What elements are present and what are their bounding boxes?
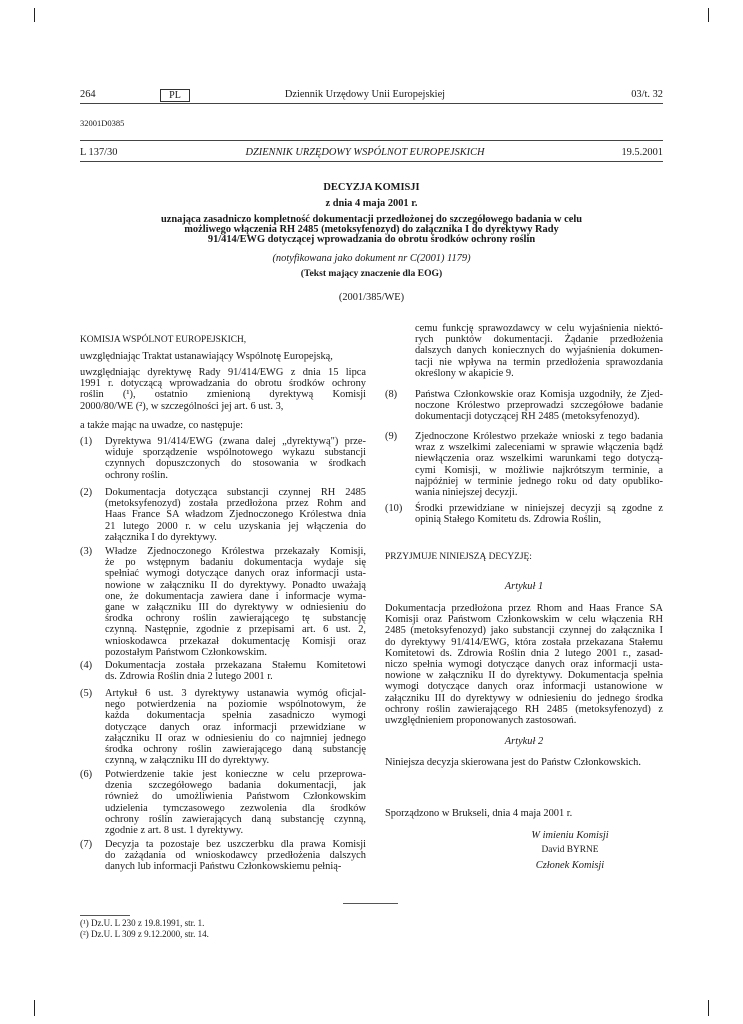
decision-subject-line: uznająca zasadniczo kompletność dokumentacji przedłożonej do szczegółowego badania w celu bbox=[160, 214, 583, 225]
crop-mark bbox=[708, 1000, 709, 1016]
text-line: zgodnie z art. 8 ust. 1 dyrektywy. bbox=[105, 825, 244, 837]
citation-directive bbox=[80, 367, 366, 412]
footnote-1: (¹) Dz.U. L 230 z 19.8.1991, str. 1. bbox=[80, 918, 205, 928]
signature-for: W imieniu Komisji bbox=[531, 830, 609, 841]
text-line: gane w załączniku III do dyrektywy w odniesieniu do bbox=[105, 602, 366, 614]
text-line: 2485 (metoksyfenozyd) jako substancji czynnej do załącznika I bbox=[385, 625, 663, 637]
text-line: cemu funkcję sprawozdawcy w celu wyjaśnienia niektó- bbox=[415, 323, 663, 334]
text-line: wania niniejszej decyzji. bbox=[415, 487, 518, 499]
text-line: załączniku II oraz w odniesieniu do co najmniej jednego bbox=[105, 732, 366, 744]
volume-label: 03/t. 32 bbox=[631, 89, 663, 100]
signatory-role: Członek Komisji bbox=[535, 860, 605, 871]
text-line: Artykuł 6 ust. 3 dyrektywy ustanawia wymóg oficjal- bbox=[105, 688, 366, 699]
text-line: 1991 r. dotyczącą wprowadzania do obrotu środków ochrony bbox=[80, 378, 366, 390]
text-line: Dyrektywa 91/414/EWG (zwana dalej „dyrektywą") prze- bbox=[105, 436, 366, 447]
recital-7-continuation bbox=[415, 323, 663, 379]
crop-mark bbox=[34, 1000, 35, 1016]
text-line: 2000/80/WE (²), w szczególności jej art. 6 ust. 3, bbox=[80, 400, 284, 412]
text-line: załączniku III do dyrektywy w odniesieniu do jednego środka bbox=[385, 692, 663, 704]
text-line: również do umożliwienia Państwom Członkowskim bbox=[105, 791, 366, 803]
recital-text bbox=[105, 660, 366, 682]
text-line: spełniać wymogi dotyczące danych oraz informacji usta- bbox=[105, 568, 366, 580]
text-line: Dokumentacja dotycząca substancji czynnej RH 2485 bbox=[105, 487, 366, 498]
text-line: ds. Zdrowia Roślin dnia 2 lutego 2001 r. bbox=[105, 671, 273, 683]
recital-text bbox=[105, 769, 366, 836]
text-line: wymogi dotyczące danych oraz informacji ustanowione w bbox=[385, 681, 663, 693]
text-line: 21 lutego 2000 r. w celu uzyskania jej włączenia do bbox=[105, 520, 366, 532]
oj-date: 19.5.2001 bbox=[621, 147, 663, 158]
decision-date: z dnia 4 maja 2001 r. bbox=[325, 198, 418, 209]
page-number: 264 bbox=[80, 89, 96, 100]
text-line: określony w akapicie 9. bbox=[415, 367, 514, 379]
notified-as: (notyfikowana jako dokument nr C(2001) 1179) bbox=[272, 253, 471, 264]
text-line: do zażądania od wnioskodawcy przedłożenia dalszych bbox=[105, 850, 366, 862]
text-line: rych punktów dokumentacji. Żądanie przedłożenia bbox=[415, 334, 663, 346]
text-line: środka ochrony roślin zawierającego tę substancję bbox=[105, 613, 366, 625]
text-line: wraz z wszelkimi zaleceniami w sprawie włączenia bądź bbox=[415, 442, 663, 454]
text-line: Dokumentacja przedłożona przez Rhom and Haas France SA bbox=[385, 603, 663, 614]
text-line: one, że dokumentacja zawiera dane i informacje wyma- bbox=[105, 590, 366, 602]
decision-heading: DECYZJA KOMISJI bbox=[323, 182, 420, 193]
article-1-heading: Artykuł 1 bbox=[504, 581, 544, 592]
text-line: Decyzja ta pozostaje bez uszczerbku dla prawa Komisji bbox=[105, 839, 366, 850]
crop-mark bbox=[34, 8, 35, 22]
text-line: dokumentacji dotyczącej RH 2485 (metoksyfenozyd). bbox=[415, 411, 640, 423]
text-line: nowione w załączniku II do dyrektywy. Dokumentacja spełnia bbox=[385, 670, 663, 682]
text-line: czynną. Następnie, zgodnie z przepisami art. 6 ust. 2, bbox=[105, 624, 366, 636]
recital-number: (1) bbox=[80, 436, 93, 447]
opening-formula: KOMISJA WSPÓLNOT EUROPEJSKICH, bbox=[80, 335, 247, 345]
recital-number: (2) bbox=[80, 487, 93, 498]
text-line: tacji nie wpływa na termin przedłożenia sprawozdania bbox=[415, 356, 663, 368]
text-line: załącznika I do dyrektywy. bbox=[105, 531, 217, 543]
footnotes bbox=[80, 918, 209, 939]
text-line: do dyrektywy 91/414/EWG, która została przekazana Stałemu bbox=[385, 636, 663, 648]
text-line: że po wstępnym badaniu dokumentacja wydaje się bbox=[105, 557, 366, 569]
text-line: ochrony roślin. bbox=[105, 469, 168, 481]
text-line: danych lub informacji Państwu Członkowskiemu pełnią- bbox=[105, 861, 342, 873]
recital-text bbox=[415, 431, 663, 498]
recital-number: (6) bbox=[80, 769, 93, 780]
footnote-rule bbox=[80, 915, 130, 916]
text-line: niewłączenia oraz wszelkimi warunkami tego dotyczą- bbox=[415, 453, 663, 465]
recital-text bbox=[415, 503, 663, 525]
recital-number: (8) bbox=[385, 389, 398, 400]
text-line: każda dokumentacja spełnia zasadniczo wymogi bbox=[105, 710, 366, 722]
decision-subject-line: możliwego włączenia RH 2485 (metoksyfenozyd) do załącznika I do dyrektywy Rady bbox=[184, 224, 559, 235]
crop-mark bbox=[708, 8, 709, 22]
recital-text bbox=[105, 436, 366, 481]
text-line: Potwierdzenie takie jest konieczne w celu przeprowa- bbox=[105, 769, 366, 780]
text-line: najpóźniej w terminie jednego roku od daty opubliko- bbox=[415, 475, 663, 487]
document-code: 32001D0385 bbox=[80, 118, 125, 128]
recital-number: (9) bbox=[385, 431, 398, 442]
text-line: uwzględniając dyrektywę Rady 91/414/EWG z dnia 15 lipca bbox=[80, 367, 366, 378]
citation-treaty: uwzględniając Traktat ustanawiający Wspólnotę Europejską, bbox=[80, 351, 333, 362]
adoption-formula: PRZYJMUJE NINIEJSZĄ DECYZJĘ: bbox=[385, 552, 532, 562]
decision-subject-line: 91/414/EWG dotyczącej wprowadzania do obrotu środków ochrony roślin bbox=[207, 234, 536, 245]
signatory-name: David BYRNE bbox=[541, 845, 599, 855]
text-line: Haas France SA władzom Zjednoczonego Królestwa dnia bbox=[105, 509, 366, 521]
recital-text bbox=[105, 688, 366, 766]
text-line: nego potwierdzenia na poziomie wspólnotowym, że bbox=[105, 699, 366, 711]
text-line: (metoksyfenozyd) została przedłożona przez Rohm and bbox=[105, 498, 366, 510]
text-line: czynnych dopuszczonych do stosowania w środkach bbox=[105, 458, 366, 470]
text-line: Państwa Członkowskie oraz Komisja uzgodniły, że Zjed- bbox=[415, 389, 663, 400]
header-rule bbox=[80, 103, 663, 104]
text-line: nowione w załączniku II do dyrektywy. Ponadto uważają bbox=[105, 579, 366, 591]
text-line: niczo spełnia wymogi dotyczące danych oraz informacji usta- bbox=[385, 659, 663, 671]
footnote-separator bbox=[343, 903, 398, 904]
oj-reference: L 137/30 bbox=[80, 147, 118, 158]
place-and-date: Sporządzono w Brukseli, dnia 4 maja 2001 r. bbox=[385, 808, 573, 819]
text-line: Zjednoczone Królestwo przekaże wnioski z tego badania bbox=[415, 431, 663, 442]
text-line: Komisji oraz Państwom Członkowskim w celu włączenia RH bbox=[385, 614, 663, 626]
text-line: widuje sporządzenie wspólnotowego wykazu substancji bbox=[105, 447, 366, 459]
subheader-rule-top bbox=[80, 140, 663, 141]
text-line: dzenia szczegółowego badania dokumentacji, jak bbox=[105, 780, 366, 792]
recital-text bbox=[105, 546, 366, 658]
eea-relevance: (Tekst mający znaczenie dla EOG) bbox=[300, 268, 443, 279]
journal-title: Dziennik Urzędowy Unii Europejskiej bbox=[284, 89, 446, 100]
text-line: Władze Zjednoczonego Królestwa przekazały Komisji, bbox=[105, 546, 366, 557]
subheader-rule-bottom bbox=[80, 161, 663, 162]
recital-number: (7) bbox=[80, 839, 93, 850]
text-line: dotyczące danych oraz informacji przewidziane w bbox=[105, 721, 366, 733]
recital-number: (4) bbox=[80, 660, 93, 671]
recital-number: (10) bbox=[385, 503, 403, 514]
text-line: Komitetowi ds. Zdrowia Roślin dnia 2 lutego 2001 r., zasad- bbox=[385, 647, 663, 659]
text-line: opinią Stałego Komitetu ds. Zdrowia Roślin, bbox=[415, 514, 602, 526]
text-line: pozostałym Państwom Członkowskim. bbox=[105, 646, 267, 658]
text-line: cymi Komisji, w możliwie najkrótszym terminie, a bbox=[415, 464, 663, 476]
decision-reference: (2001/385/WE) bbox=[338, 292, 405, 303]
text-line: ochrony roślin zawierających daną substancję czynną, bbox=[105, 813, 366, 825]
text-line: wnioskodawca przekazał dokumentację Komisji oraz bbox=[105, 635, 366, 647]
text-line: dalszych danych koniecznych do wyjaśnienia dokumen- bbox=[415, 345, 663, 357]
recital-text bbox=[105, 839, 366, 873]
text-line: ochrony roślin zawierającego RH 2485 (metoksyfenozyd) z bbox=[385, 703, 663, 715]
text-line: Środki przewidziane w niniejszej decyzji są zgodne z bbox=[415, 503, 663, 514]
footnote-2: (²) Dz.U. L 309 z 9.12.2000, str. 14. bbox=[80, 928, 209, 939]
text-line: noczone Królestwo przeprowadzi szczegółowe badanie bbox=[415, 400, 663, 412]
text-line: udzielenia tymczasowego zezwolenia dla środków bbox=[105, 802, 366, 814]
article-2-heading: Artykuł 2 bbox=[504, 736, 544, 747]
recital-number: (5) bbox=[80, 688, 93, 699]
text-line: czynną, w załączniku III do dyrektywy. bbox=[105, 755, 270, 767]
whereas-intro: a także mając na uwadze, co następuje: bbox=[80, 420, 243, 431]
language-badge: PL bbox=[160, 89, 190, 102]
text-line: Dokumentacja została przekazana Stałemu Komitetowi bbox=[105, 660, 366, 671]
recital-text bbox=[415, 389, 663, 423]
text-line: środka ochrony roślin zawierającego daną substancję bbox=[105, 744, 366, 756]
text-line: uwzględnieniem proponowanych zastosowań. bbox=[385, 715, 577, 727]
article-1-text bbox=[385, 603, 663, 726]
oj-title: DZIENNIK URZĘDOWY WSPÓLNOT EUROPEJSKICH bbox=[245, 147, 485, 158]
recital-text bbox=[105, 487, 366, 543]
text-line: roślin (¹), ostatnio zmienioną dyrektywą Komisji bbox=[80, 389, 366, 401]
recital-number: (3) bbox=[80, 546, 93, 557]
article-2-text: Niniejsza decyzja skierowana jest do Państw Członkowskich. bbox=[385, 757, 641, 768]
